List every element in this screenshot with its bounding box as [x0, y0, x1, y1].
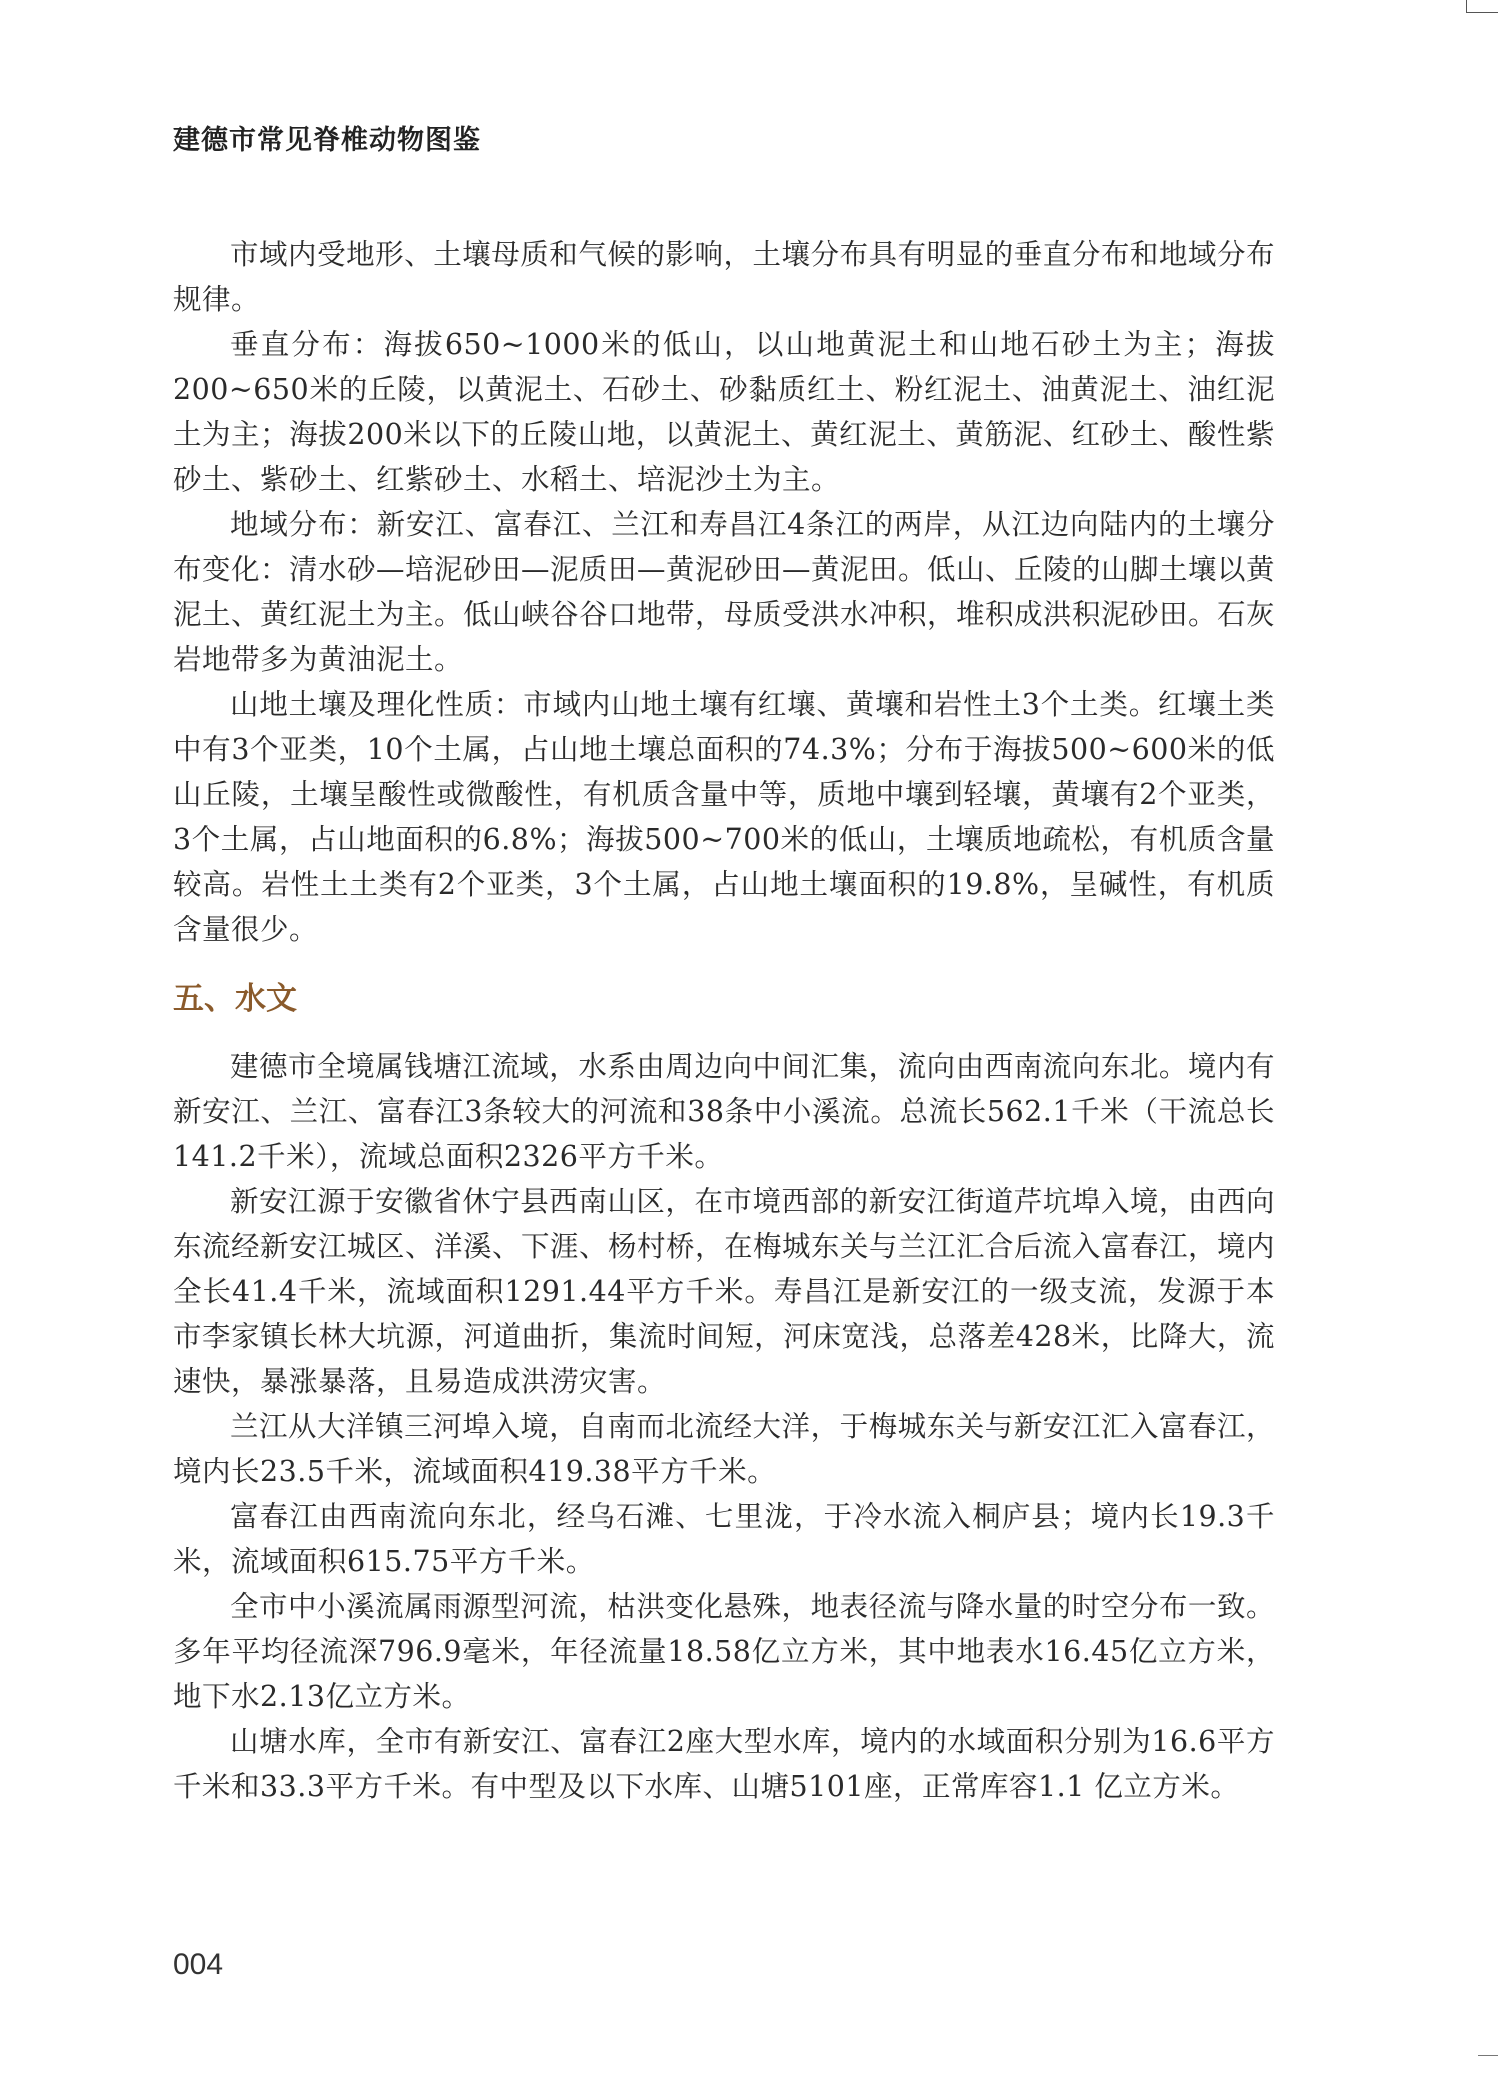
page-number: 004 — [173, 1948, 224, 1981]
paragraph: 建德市全境属钱塘江流域，水系由周边向中间汇集，流向由西南流向东北。境内有新安江、兰江、富春江3条较大的河流和38条中小溪流。总流长562.1千米（干流总长141.2千米），流域总面积2326平方千米。 — [173, 1050, 1275, 1173]
paragraph: 兰江从大洋镇三河埠入境，自南而北流经大洋，于梅城东关与新安江汇入富春江，境内长23.5千米，流域面积419.38平方千米。 — [173, 1410, 1275, 1488]
section-heading: 五、水文 — [173, 981, 297, 1017]
paragraph: 地域分布：新安江、富春江、兰江和寿昌江4条江的两岸，从江边向陆内的土壤分布变化：清水砂—培泥砂田—泥质田—黄泥砂田—黄泥田。低山、丘陵的山脚土壤以黄泥土、黄红泥土为主。低山峡谷谷口地带，母质受洪水冲积，堆积成洪积泥砂田。石灰岩地带多为黄油泥土。 — [173, 508, 1276, 676]
paragraph: 新安江源于安徽省休宁县西南山区，在市境西部的新安江街道芹坑埠入境，由西向东流经新安江城区、洋溪、下涯、杨村桥，在梅城东关与兰江汇合后流入富春江，境内全长41.4千米，流域面积1291.44平方千米。寿昌江是新安江的一级支流，发源于本市李家镇长林大坑源，河道曲折，集流时间短，河床宽浅，总落差428米，比降大，流速快，暴涨暴落，且易造成洪涝灾害。 — [173, 1185, 1276, 1398]
paragraph: 山地土壤及理化性质：市域内山地土壤有红壤、黄壤和岩性土3个土类。红壤土类中有3个亚类，10个土属，占山地土壤总面积的74.3%；分布于海拔500~600米的低山丘陵，土壤呈酸性或微酸性，有机质含量中等，质地中壤到轻壤，黄壤有2个亚类，3个土属，占山地面积的6.8%；海拔500~700米的低山，土壤质地疏松，有机质含量较高。岩性土土类有2个亚类，3个土属，占山地土壤面积的19.8%，呈碱性，有机质含量很少。 — [173, 688, 1275, 946]
crop-mark — [1478, 2055, 1498, 2056]
paragraph: 垂直分布：海拔650~1000米的低山，以山地黄泥土和山地石砂土为主；海拔200~650米的丘陵，以黄泥土、石砂土、砂黏质红土、粉红泥土、油黄泥土、油红泥土为主；海拔200米以下的丘陵山地，以黄泥土、黄红泥土、黄筋泥、红砂土、酸性紫砂土、紫砂土、红紫砂土、水稻土、培泥沙土为主。 — [173, 328, 1275, 496]
paragraph: 市域内受地形、土壤母质和气候的影响，土壤分布具有明显的垂直分布和地域分布规律。 — [173, 238, 1275, 316]
paragraph: 富春江由西南流向东北，经乌石滩、七里泷，于冷水流入桐庐县；境内长19.3千米，流域面积615.75平方千米。 — [173, 1500, 1275, 1578]
page-body — [173, 232, 1275, 1809]
paragraph: 全市中小溪流属雨源型河流，枯洪变化悬殊，地表径流与降水量的时空分布一致。多年平均径流深796.9毫米，年径流量18.58亿立方米，其中地表水16.45亿立方米，地下水2.13亿立方米。 — [173, 1590, 1275, 1713]
running-header: 建德市常见脊椎动物图鉴 — [173, 125, 481, 156]
crop-mark — [1466, 12, 1498, 13]
paragraph: 山塘水库，全市有新安江、富春江2座大型水库，境内的水域面积分别为16.6平方千米和33.3平方千米。有中型及以下水库、山塘5101座，正常库容1.1 亿立方米。 — [173, 1725, 1275, 1803]
crop-mark — [1466, 0, 1467, 12]
